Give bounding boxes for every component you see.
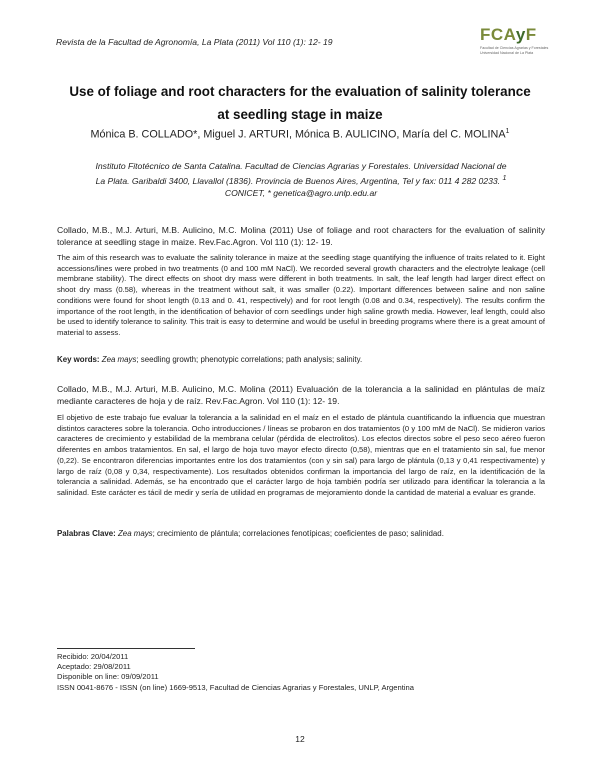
palabras-clave-species: Zea mays <box>117 529 153 538</box>
affiliation <box>57 160 545 199</box>
footnote-divider <box>57 648 195 649</box>
affiliation-line-1: Instituto Fitotécnico de Santa Catalina. Facultad de Ciencias Agrarias y Forestales. Universidad Nacional de <box>95 161 507 171</box>
spanish-abstract: El objetivo de este trabajo fue evaluar la tolerancia a la salinidad en el maíz en el estado de plántula cuantificando la influencia que muestran distintos caracteres sobre la tolerancia. Ocho introducciones / líneas se probaron en dos tratamientos (0 y 100 mM de NaCl). Se midieron varios caracteres de crecimiento y estabilidad de la membrana celular (pérdida de electrolitos). Los efectos directos sobre el peso seco aéreo fueron diferentes en ambos tratamientos. En sal, el largo de hoja tuvo mayor efecto directo (0,58), mientras que en el tratamiento sin sal, fue menor (0,22). Se encontraron diferencias importantes entre los dos tratamientos (con y sin sal) para largo de plántula (0,13 y 0,41 respectivamente) y largo de raíz (0,08 y 0,34, respectivamente). Los resultados obtenidos confirman la importancia del largo de raíz, en la identificación de la tolerancia a salinidad. Además, se ha encontrado que el carácter largo de hoja también podría ser utilizado para identificar la tolerancia a la salinidad. Este carácter es tácil de medir y sería de utilidad en programas de mejoramiento donde la cantidad de material a evaluar es grande. <box>57 413 545 497</box>
english-keywords <box>57 355 545 364</box>
fcayf-logo <box>480 26 550 55</box>
date-received: Recibido: 20/04/2011 <box>57 652 129 661</box>
keywords-species: Zea mays <box>101 355 137 364</box>
keywords-label: Key words: <box>57 355 100 364</box>
title-line-2: at seedling stage in maize <box>217 107 383 122</box>
logo-word-c: F <box>525 25 537 44</box>
authors-text: Mónica B. COLLADO*, Miguel J. ARTURI, Mónica B. AULICINO, María del C. MOLINA <box>90 128 506 141</box>
author-list <box>40 128 560 141</box>
logo-wordmark <box>480 26 550 44</box>
affiliation-line-2-text: La Plata. Garibaldi 3400, Llavallol (1836). Provincia de Buenos Aires, Argentina, Tel y fax: 011 4 282 0233. <box>95 175 501 186</box>
journal-header: Revista de la Facultad de Agronomía, La Plata (2011) Vol 110 (1): 12- 19 <box>56 37 333 47</box>
logo-word-b: y <box>515 25 526 44</box>
keywords-list: ; seedling growth; phenotypic correlations; path analysis; salinity. <box>136 355 363 364</box>
issn-line: ISSN 0041-8676 - ISSN (on line) 1669-9513, Facultad de Ciencias Agrarias y Forestales, UNLP, Argentina <box>57 683 414 692</box>
spanish-citation: Collado, M.B., M.J. Arturi, M.B. Aulicino, M.C. Molina (2011) Evaluación de la tolerancia a la salinidad en plántulas de maíz mediante caracteres de hoja y de raíz. Rev.Fac.Agron. Vol 110 (1): 12- 19. <box>57 384 545 406</box>
date-online: Disponible on line: 09/09/2011 <box>57 672 159 681</box>
english-abstract: The aim of this research was to evaluate the salinity tolerance in maize at the seedling stage quantifying the influence of traits related to it. Eight accessions/lines were probed in two treatments (0 and 100 mM NaCl). We recorded several growth characters and the electrolyte leakage (cell membrane stability). The direct effects on shoot dry mass were different in both treatments. In salt, the leaf length had larger direct effect on shoot dry mass (0.58), whereas in the treatment without salt, it was smaller (0.22). Important differences between saline and non saline conditions were found for shoot length (0.13 and 0. 41, respectively) and for root length (0.08 and 0.34, respectively). The results confirm the importance of the root length, in the identification of behavior of corn seedlings under high saline growth media. However, leaf length, could also be used to identify tolerance to salinity. This trait is easy to determine and would be useful in breeding programs where there is a great amount of material to assess. <box>57 253 545 337</box>
affiliation-superscript: 1 <box>502 174 507 182</box>
logo-word-a: FCA <box>480 25 516 44</box>
spanish-keywords <box>57 529 545 538</box>
page-number: 12 <box>295 734 305 744</box>
paper-title <box>40 80 560 126</box>
palabras-clave-list: ; crecimiento de plántula; correlaciones fenotípicas; coeficientes de paso; salinidad. <box>152 529 444 538</box>
english-citation: Collado, M.B., M.J. Arturi, M.B. Aulicino, M.C. Molina (2011) Use of foliage and root characters for the evaluation of salinity tolerance at seedling stage in maize. Rev.Fac.Agron. Vol 110 (1): 12- 19. <box>57 225 545 247</box>
date-accepted: Aceptado: 29/08/2011 <box>57 662 131 671</box>
palabras-clave-label: Palabras Clave: <box>57 529 116 538</box>
title-line-1: Use of foliage and root characters for the evaluation of salinity tolerance <box>69 84 531 99</box>
logo-tagline: Facultad de Ciencias Agrarias y Forestales Universidad Nacional de La Plata <box>480 46 549 55</box>
affiliation-line-3: CONICET, * genetica@agro.unlp.edu.ar <box>224 187 378 198</box>
authors-superscript: 1 <box>505 128 510 135</box>
affiliation-line-2 <box>57 172 545 187</box>
